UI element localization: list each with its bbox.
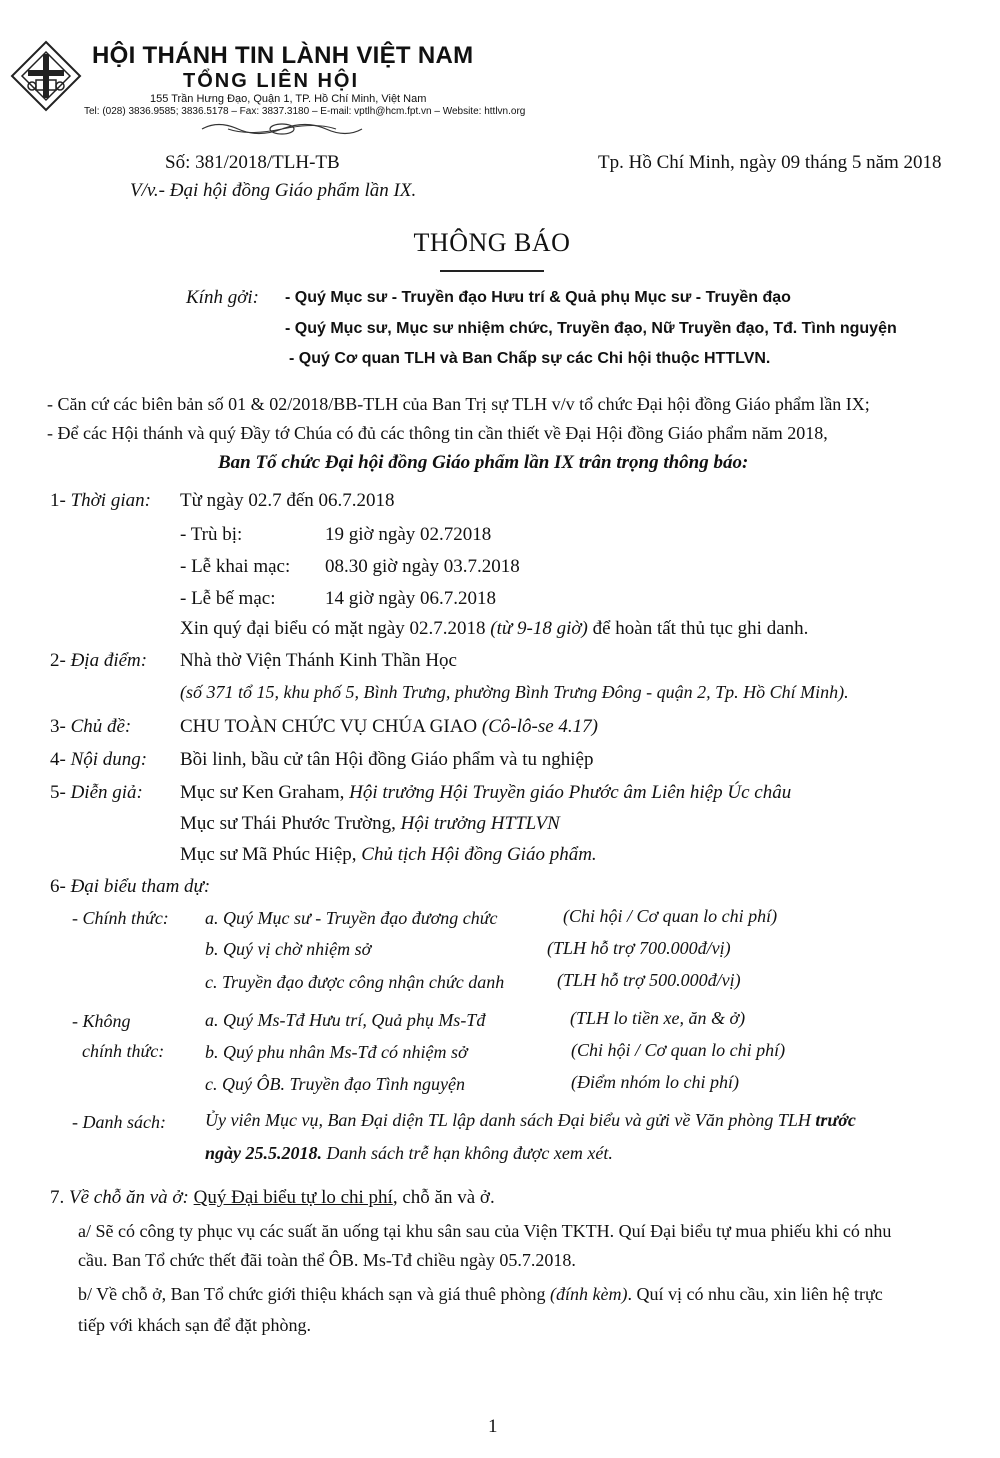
lodging-line: tiếp với khách sạn để đặt phòng. <box>78 1315 311 1335</box>
note-text: Xin quý đại biểu có mặt ngày 02.7.2018 <box>180 618 486 639</box>
unofficial-label: - Không <box>72 1011 131 1031</box>
schedule-label: - Trù bị: <box>180 524 243 545</box>
list-text: Danh sách trễ hạn không được xem xét. <box>326 1143 613 1163</box>
section-7-tail: , chỗ ăn và ở. <box>392 1187 495 1208</box>
official-label: - Chính thức: <box>72 908 169 928</box>
section-label: Nội dung: <box>70 749 148 770</box>
delegate-item: b. Quý vị chờ nhiệm sở <box>205 939 372 959</box>
section-number: 7. <box>50 1187 65 1208</box>
speaker <box>180 782 791 804</box>
lodging-line <box>78 1284 883 1305</box>
delegate-item: c. Truyền đạo được công nhận chức danh <box>205 972 505 992</box>
delegate-item: c. Quý ÔB. Truyền đạo Tình nguyện <box>205 1074 465 1094</box>
delegate-cost: (Chi hội / Cơ quan lo chi phí) <box>571 1040 786 1060</box>
theme <box>180 716 598 738</box>
section-number: 1- <box>50 490 66 511</box>
venue-name: Nhà thờ Viện Thánh Kinh Thần Học <box>180 650 457 671</box>
delegate-cost: (Điểm nhóm lo chi phí) <box>571 1072 739 1092</box>
page-number: 1 <box>488 1416 498 1437</box>
schedule-label: - Lễ khai mạc: <box>180 556 291 577</box>
org-name: HỘI THÁNH TIN LÀNH VIỆT NAM <box>92 42 474 69</box>
speaker-name: Mục sư Mã Phúc Hiệp, <box>180 844 357 865</box>
delegate-item: b. Quý phu nhân Ms-Tđ có nhiệm sở <box>205 1042 468 1062</box>
section-label: Địa điểm: <box>70 650 148 671</box>
list-text: Ủy viên Mục vụ, Ban Đại diện TL lập danh sách Đại biểu và gửi về Văn phòng TLH <box>205 1110 811 1130</box>
schedule-value: 08.30 giờ ngày 03.7.2018 <box>325 556 520 577</box>
speaker <box>180 844 597 866</box>
preamble-line: - Căn cứ các biên bản số 01 & 02/2018/BB-TLH của Ban Trị sự TLH v/v tổ chức Đại hội đồng Giáo phẩm lần IX; <box>47 394 870 414</box>
church-emblem-icon <box>10 40 82 112</box>
theme-text: CHU TOÀN CHỨC VỤ CHÚA GIAO <box>180 716 478 737</box>
org-address: 155 Trần Hưng Đạo, Quận 1, TP. Hồ Chí Minh, Việt Nam <box>150 93 427 105</box>
delegate-cost: (TLH hỗ trợ 500.000đ/vị) <box>557 970 741 990</box>
section-7 <box>50 1187 495 1209</box>
section-2 <box>50 650 147 672</box>
schedule-label: - Lễ bế mạc: <box>180 588 276 609</box>
date-line: Tp. Hồ Chí Minh, ngày 09 tháng 5 năm 2018 <box>598 152 942 173</box>
section-label: Thời gian: <box>70 490 151 511</box>
lodging-text: b/ Về chỗ ở, Ban Tổ chức giới thiệu khách sạn và giá thuê phòng <box>78 1284 546 1304</box>
reference-number: Số: 381/2018/TLH-TB <box>165 152 340 173</box>
schedule-value: 19 giờ ngày 02.72018 <box>325 524 492 545</box>
note-hours: (từ 9-18 giờ) <box>490 618 588 639</box>
subject-line: V/v.- Đại hội đồng Giáo phẩm lần IX. <box>130 180 417 201</box>
list-deadline <box>205 1143 613 1164</box>
speaker-role: Chủ tịch Hội đồng Giáo phẩm. <box>361 844 597 865</box>
title-underline <box>440 270 544 272</box>
recipient-line: - Quý Cơ quan TLH và Ban Chấp sự các Chi hội thuộc HTTLVN. <box>289 350 771 367</box>
section-number: 6- <box>50 876 66 897</box>
meals-line: cầu. Ban Tổ chức thết đãi toàn thể ÔB. Ms-Tđ chiều ngày 05.7.2018. <box>78 1250 576 1270</box>
section-label: Diễn giả: <box>70 782 143 803</box>
note-text: để hoàn tất thủ tục ghi danh. <box>592 618 809 639</box>
time-range: Từ ngày 02.7 đến 06.7.2018 <box>180 490 395 511</box>
schedule-value: 14 giờ ngày 06.7.2018 <box>325 588 497 609</box>
section-number: 5- <box>50 782 66 803</box>
delegate-cost: (TLH hỗ trợ 700.000đ/vị) <box>547 938 731 958</box>
delegate-cost: (Chi hội / Cơ quan lo chi phí) <box>563 906 778 926</box>
section-number: 4- <box>50 749 66 770</box>
document-title: THÔNG BÁO <box>413 228 571 257</box>
section-3 <box>50 716 131 738</box>
section-1 <box>50 490 151 512</box>
section-number: 2- <box>50 650 66 671</box>
section-label: Về chỗ ăn và ở: <box>69 1187 189 1208</box>
section-4 <box>50 749 147 771</box>
section-number: 3- <box>50 716 66 737</box>
speaker <box>180 813 560 835</box>
delegate-item: a. Quý Ms-Tđ Hưu trí, Quả phụ Ms-Tđ <box>205 1010 486 1030</box>
delegate-cost: (TLH lo tiền xe, ăn & ở) <box>570 1008 746 1028</box>
speaker-role: Hội trưởng HTTLVN <box>400 813 560 834</box>
theme-reference: (Cô-lô-se 4.17) <box>481 716 598 737</box>
section-5 <box>50 782 143 804</box>
speaker-name: Mục sư Thái Phước Trường, <box>180 813 396 834</box>
speaker-name: Mục sư Ken Graham, <box>180 782 345 803</box>
speaker-role: Hội trưởng Hội Truyền giáo Phước âm Liên hiệp Úc châu <box>349 782 792 803</box>
list-label: - Danh sách: <box>72 1112 166 1132</box>
deadline-date: ngày 25.5.2018. <box>205 1143 322 1163</box>
section-label: Đại biểu tham dự: <box>70 876 211 897</box>
registration-note <box>180 618 808 640</box>
venue-address: (số 371 tổ 15, khu phố 5, Bình Trưng, phường Bình Trưng Đông - quận 2, Tp. Hồ Chí Minh). <box>180 682 849 702</box>
unofficial-label: chính thức: <box>82 1041 165 1061</box>
delegate-item: a. Quý Mục sư - Truyền đạo đương chức <box>205 908 498 928</box>
section-6 <box>50 876 210 898</box>
announce-line: Ban Tổ chức Đại hội đồng Giáo phẩm lần IX trân trọng thông báo: <box>218 452 749 473</box>
list-emphasis: trước <box>815 1110 856 1130</box>
section-7-emphasis: Quý Đại biểu tự lo chi phí <box>193 1187 393 1208</box>
list-instruction <box>205 1110 856 1131</box>
org-subname: TỔNG LIÊN HỘI <box>183 70 359 92</box>
preamble-line: - Để các Hội thánh và quý Đầy tớ Chúa có đủ các thông tin cần thiết về Đại Hội đồng Giáo phẩm năm 2018, <box>47 423 828 443</box>
lodging-text: . Quí vị có nhu cầu, xin liên hệ trực <box>627 1284 883 1304</box>
section-label: Chủ đề: <box>70 716 132 737</box>
content-text: Bồi linh, bầu cử tân Hội đồng Giáo phẩm và tu nghiệp <box>180 749 594 770</box>
org-contact: Tel: (028) 3836.9585; 3836.5178 – Fax: 3837.3180 – E-mail: vptlh@hcm.fpt.vn – Website: httlvn.org <box>84 106 526 117</box>
meals-line: a/ Sẽ có công ty phục vụ các suất ăn uống tại khu sân sau của Viện TKTH. Quí Đại biểu tự mua phiếu khi có nhu <box>78 1221 892 1241</box>
recipient-line: - Quý Mục sư, Mục sư nhiệm chức, Truyền đạo, Nữ Truyền đạo, Tđ. Tình nguyện <box>285 320 897 337</box>
recipient-line: - Quý Mục sư - Truyền đạo Hưu trí & Quả phụ Mục sư - Truyền đạo <box>285 289 791 306</box>
ornament-divider-icon <box>198 120 366 138</box>
lodging-attachment: (đính kèm) <box>550 1284 628 1304</box>
recipients-label: Kính gởi: <box>186 287 259 308</box>
